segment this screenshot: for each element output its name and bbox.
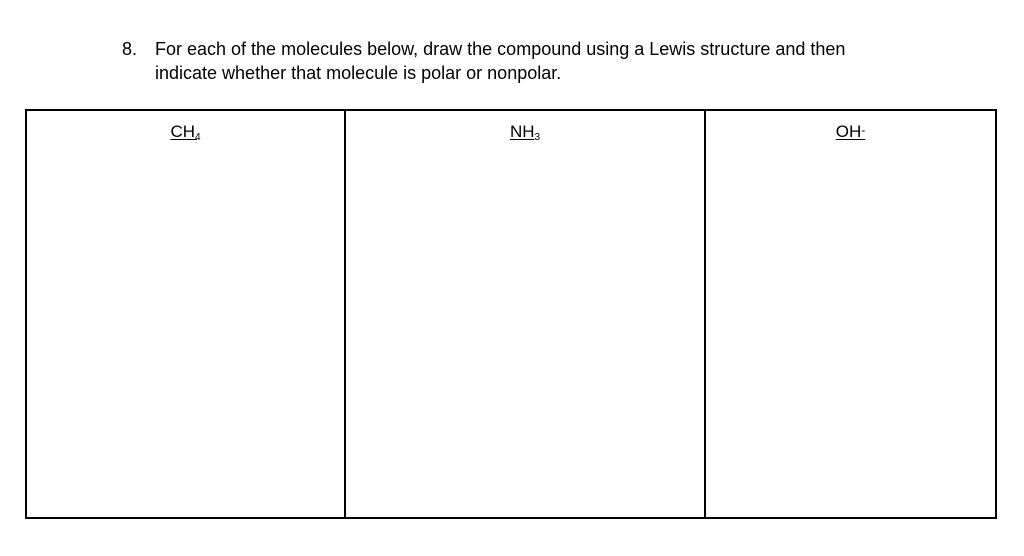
answer-table [25,109,997,519]
molecule-formula-ch4 [170,121,200,143]
question-number: 8. [122,39,138,59]
formula-base: OH [835,122,862,141]
question-line-2: indicate whether that molecule is polar or nonpolar. [155,63,562,83]
molecule-heading [27,121,344,143]
molecule-formula-oh [836,121,866,143]
molecule-formula-nh3 [510,121,540,143]
molecule-heading [706,121,995,143]
answer-cell-nh3[interactable] [344,111,704,517]
formula-subscript: 3 [534,132,541,143]
question-line-1: For each of the molecules below, draw the compound using a Lewis structure and then [155,39,846,59]
question-text [155,37,975,85]
answer-cell-oh[interactable] [704,111,995,517]
formula-base: CH [170,122,195,141]
answer-cell-ch4[interactable] [27,111,344,517]
formula-subscript: 4 [195,132,201,143]
formula-superscript: - [861,123,866,137]
molecule-heading [346,121,704,143]
formula-base: NH [509,122,535,141]
